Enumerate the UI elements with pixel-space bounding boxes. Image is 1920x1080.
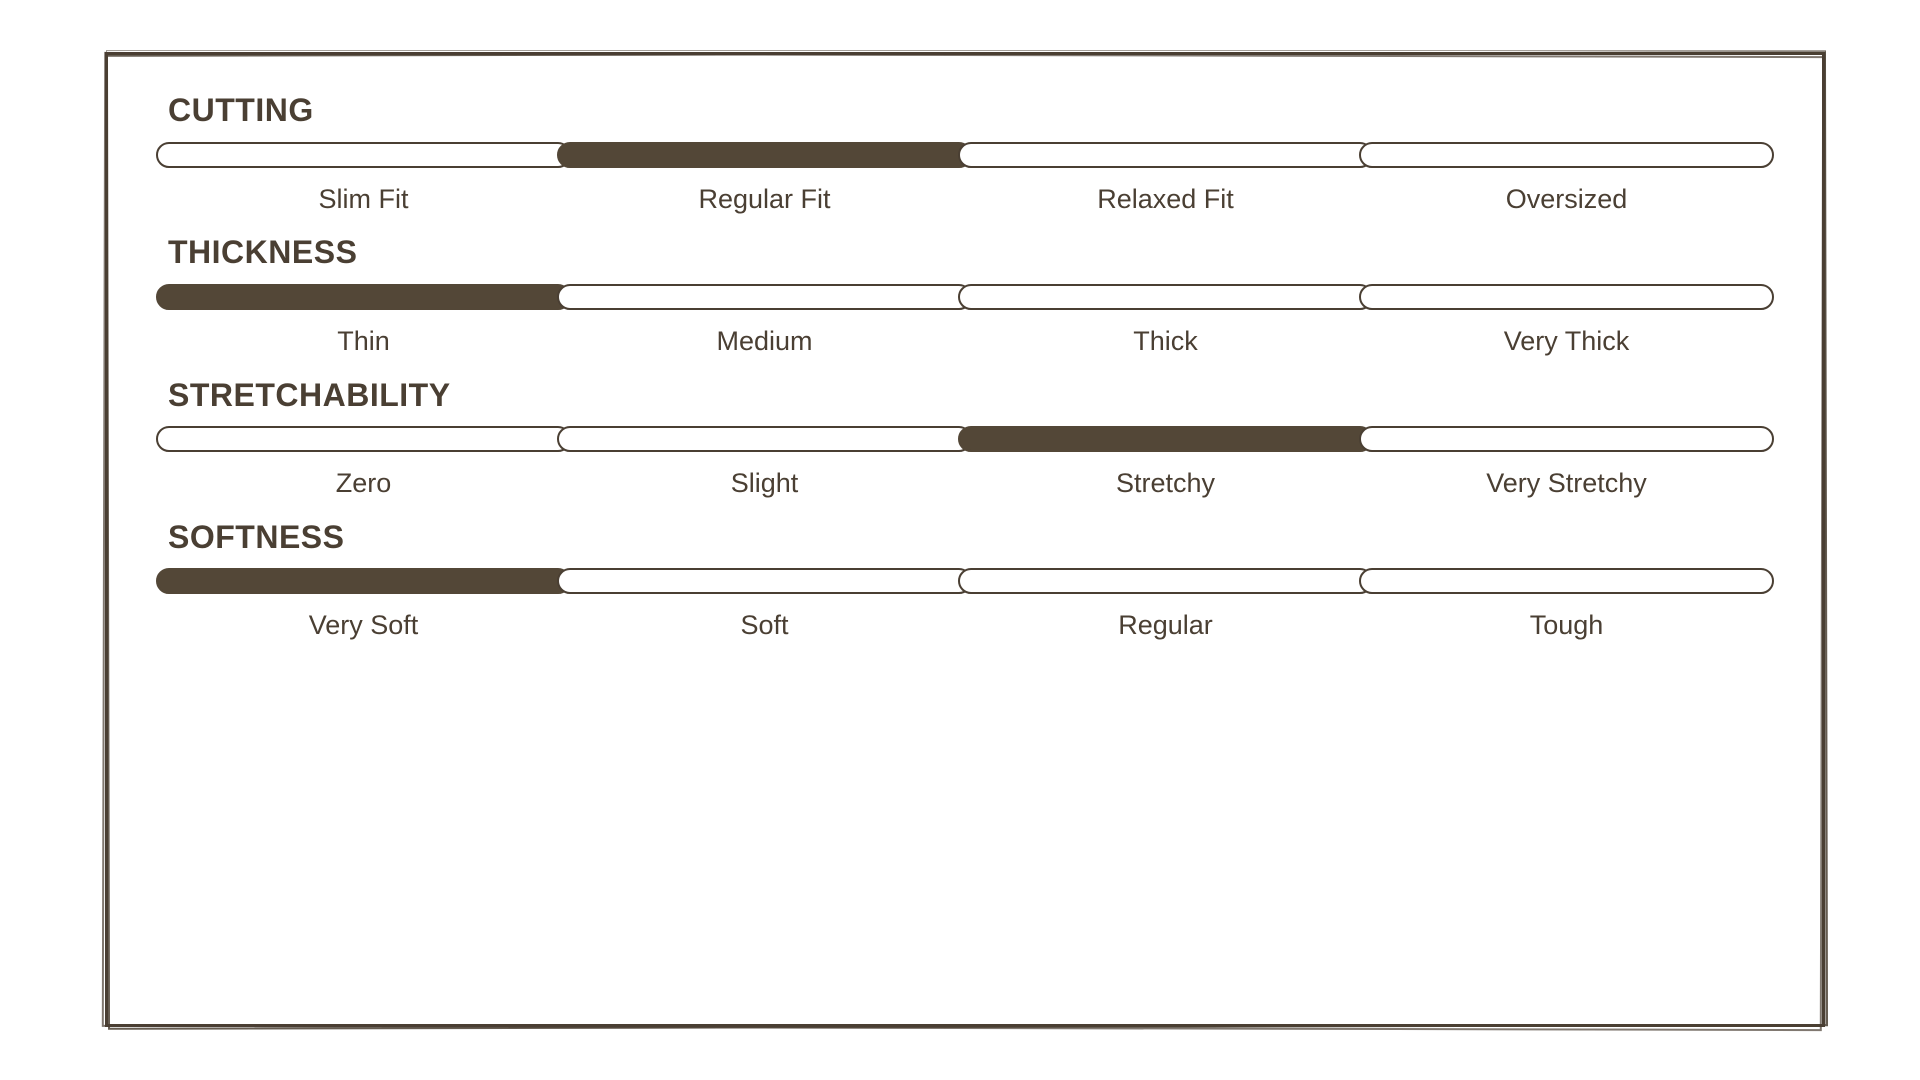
attribute-scale <box>163 426 1767 499</box>
scale-option[interactable] <box>965 284 1366 357</box>
scale-option[interactable] <box>1366 568 1767 641</box>
attribute-title: CUTTING <box>168 92 314 128</box>
attributes-container <box>105 52 1825 1027</box>
scale-option-label: Very Stretchy <box>1486 468 1647 499</box>
scale-option[interactable] <box>163 284 564 357</box>
scale-option-label: Relaxed Fit <box>1097 183 1234 214</box>
scale-option[interactable] <box>163 568 564 641</box>
attribute-title: SOFTNESS <box>168 518 345 555</box>
scale-segment-selected[interactable] <box>156 284 571 310</box>
scale-option-label: Very Thick <box>1503 325 1630 356</box>
attribute-title: THICKNESS <box>168 234 358 271</box>
scale-option-label: Zero <box>335 468 392 499</box>
scale-segment[interactable] <box>1359 284 1774 310</box>
scale-option-label: Regular Fit <box>698 183 831 214</box>
scale-option[interactable] <box>163 426 564 499</box>
scale-option-label: Thick <box>1133 325 1198 356</box>
attribute-scale <box>163 142 1767 215</box>
scale-segment[interactable] <box>557 284 972 310</box>
scale-segment-selected[interactable] <box>156 568 571 594</box>
scale-segment[interactable] <box>1359 426 1774 452</box>
attribute-group <box>163 518 1767 641</box>
scale-option-label: Regular <box>1118 610 1213 641</box>
attribute-group <box>163 376 1767 499</box>
scale-option[interactable] <box>163 142 564 215</box>
scale-option-label: Tough <box>1529 610 1604 641</box>
scale-option[interactable] <box>965 142 1366 215</box>
scale-option-label: Thin <box>337 325 390 356</box>
scale-option[interactable] <box>965 568 1366 641</box>
scale-option[interactable] <box>564 568 965 641</box>
scale-option[interactable] <box>564 426 965 499</box>
scale-option-label: Oversized <box>1505 183 1628 214</box>
attribute-scale <box>163 284 1767 357</box>
scale-option-label: Soft <box>740 610 789 641</box>
attribute-group <box>163 236 1767 356</box>
attribute-title: STRETCHABILITY <box>168 376 451 413</box>
attribute-group <box>163 94 1767 214</box>
scale-segment[interactable] <box>958 568 1373 594</box>
scale-option[interactable] <box>1366 426 1767 499</box>
scale-segment[interactable] <box>557 426 972 452</box>
attribute-scale <box>163 568 1767 641</box>
scale-option-label: Slim Fit <box>318 183 409 214</box>
scale-segment[interactable] <box>958 142 1373 168</box>
scale-segment[interactable] <box>958 284 1373 310</box>
scale-option[interactable] <box>1366 142 1767 215</box>
scale-segment[interactable] <box>156 142 571 168</box>
scale-option-label: Stretchy <box>1115 468 1216 499</box>
scale-option[interactable] <box>965 426 1366 499</box>
scale-option[interactable] <box>1366 284 1767 357</box>
scale-option[interactable] <box>564 142 965 215</box>
scale-segment-selected[interactable] <box>958 426 1373 452</box>
scale-segment[interactable] <box>1359 568 1774 594</box>
scale-option-label: Very Soft <box>308 610 419 641</box>
scale-option-label: Medium <box>716 325 813 356</box>
scale-segment[interactable] <box>1359 142 1774 168</box>
scale-segment-selected[interactable] <box>557 142 972 168</box>
scale-segment[interactable] <box>557 568 972 594</box>
scale-option[interactable] <box>564 284 965 357</box>
scale-option-label: Slight <box>730 468 799 499</box>
scale-segment[interactable] <box>156 426 571 452</box>
fabric-attributes-panel <box>105 52 1825 1027</box>
